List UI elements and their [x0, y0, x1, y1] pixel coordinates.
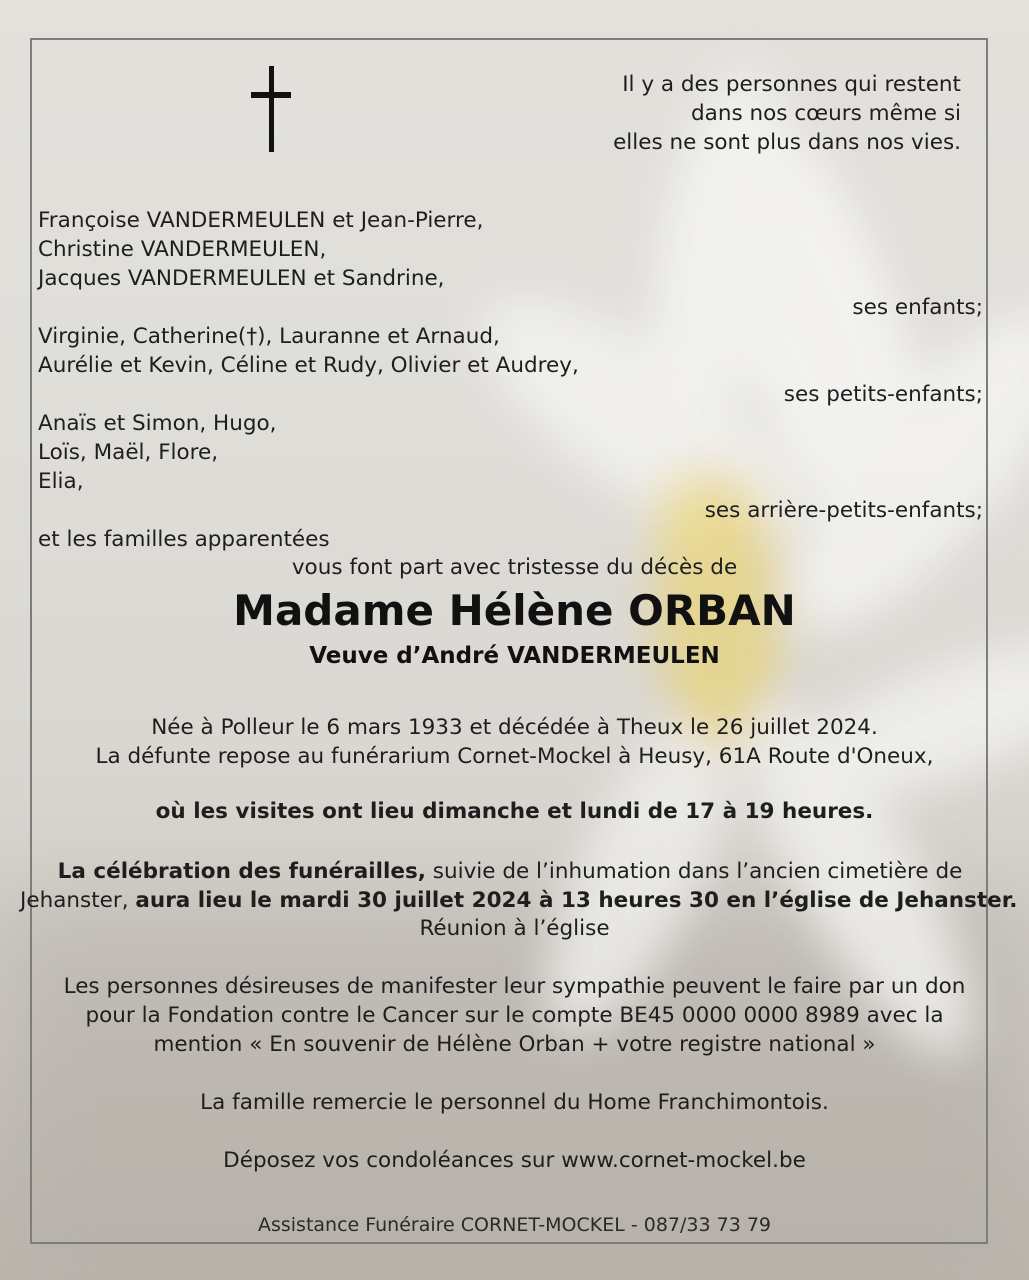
great-grandchildren-line-1: Anaïs et Simon, Hugo,: [38, 411, 277, 436]
donation-line-3: mention « En souvenir de Hélène Orban + votre registre national »: [153, 1032, 876, 1057]
funeral-line-1: [20, 857, 1000, 886]
great-grandchildren-line-2: Loïs, Maël, Flore,: [38, 440, 219, 465]
reunion-line: Réunion à l’église: [419, 916, 610, 941]
families-line: et les familles apparentées: [38, 527, 330, 552]
widow-of-line: Veuve d’André VANDERMEULEN: [309, 643, 720, 669]
great-grandchildren-label: ses arrière-petits-enfants;: [704, 498, 983, 523]
funeral-bold-2: aura lieu le mardi 30 juillet 2024 à 13 heures 30 en l’église de Jehanster.: [135, 888, 1018, 913]
latin-cross-icon: [249, 66, 293, 152]
deceased-name: Madame Hélène ORBAN: [233, 586, 796, 635]
funeral-text-2: Jehanster,: [20, 888, 136, 913]
children-line-2: Christine VANDERMEULEN,: [38, 237, 327, 262]
condolences-line: Déposez vos condoléances sur www.cornet-mockel.be: [223, 1148, 806, 1173]
birth-death-line: Née à Polleur le 6 mars 1933 et décédée à Theux le 26 juillet 2024.: [151, 715, 878, 740]
announce-line: vous font part avec tristesse du décès de: [291, 555, 738, 580]
quote-line-2: dans nos cœurs même si: [691, 101, 961, 126]
grandchildren-line-1: Virginie, Catherine(†), Lauranne et Arnaud,: [38, 324, 500, 349]
donation-line-1: Les personnes désireuses de manifester leur sympathie peuvent le faire par un don: [63, 974, 966, 999]
children-line-1: Françoise VANDERMEULEN et Jean-Pierre,: [38, 208, 484, 233]
thanks-line: La famille remercie le personnel du Home Franchimontois.: [200, 1090, 829, 1115]
great-grandchildren-line-3: Elia,: [38, 469, 84, 494]
visits-line: [0, 797, 1029, 826]
donation-line-2: pour la Fondation contre le Cancer sur le compte BE45 0000 0000 8989 avec la: [85, 1003, 944, 1028]
funeral-text-1: suivie de l’inhumation dans l’ancien cimetière de: [425, 859, 963, 884]
funeral-line-2: [20, 886, 1018, 915]
children-line-3: Jacques VANDERMEULEN et Sandrine,: [38, 266, 445, 291]
funeral-bold-1: La célébration des funérailles,: [57, 859, 426, 884]
quote-line-1: Il y a des personnes qui restent: [622, 72, 961, 97]
quote-line-3: elles ne sont plus dans nos vies.: [613, 130, 961, 155]
rest-location-line: La défunte repose au funérarium Cornet-Mockel à Heusy, 61A Route d'Oneux,: [95, 744, 934, 769]
children-label: ses enfants;: [852, 295, 983, 320]
visits-text: où les visites ont lieu dimanche et lundi de 17 à 19 heures.: [155, 799, 874, 824]
grandchildren-line-2: Aurélie et Kevin, Céline et Rudy, Olivier et Audrey,: [38, 353, 579, 378]
funeral-home-footer: Assistance Funéraire CORNET-MOCKEL - 087/33 73 79: [257, 1214, 772, 1236]
grandchildren-label: ses petits-enfants;: [783, 382, 983, 407]
